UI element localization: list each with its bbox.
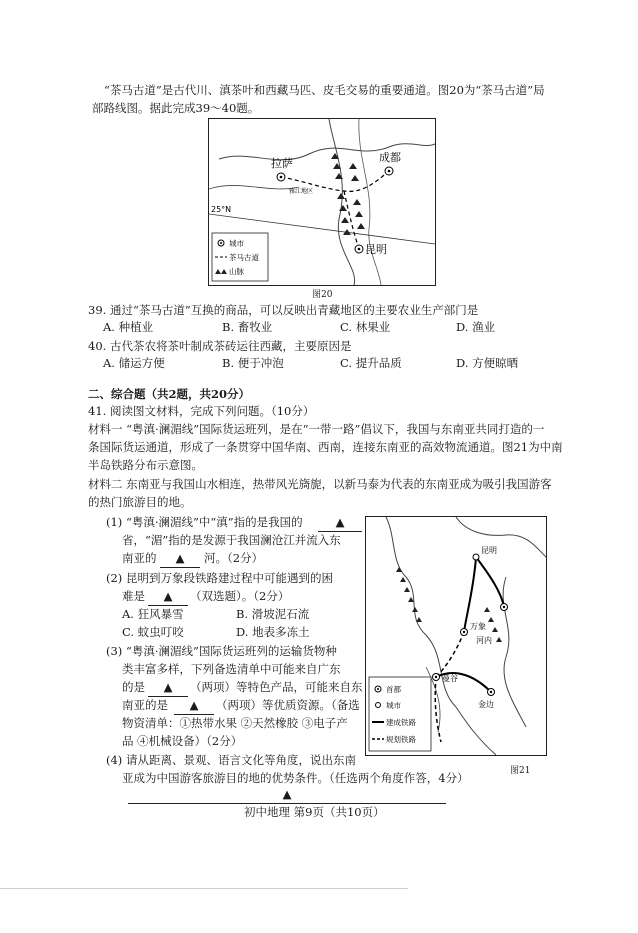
figure-21-svg	[366, 517, 546, 755]
q41-stem: 41. 阅读图文材料，完成下列问题。（10分）	[88, 404, 315, 418]
coast-line	[503, 577, 526, 727]
legend-planned-label: 规划铁路	[386, 735, 416, 744]
q40-option-d: D. 方便晾晒	[456, 356, 519, 370]
page-footer: 初中地理 第9页（共10页）	[244, 805, 385, 819]
q39-option-d: D. 渔业	[456, 320, 496, 334]
city-vientiane-label: 万象	[470, 622, 486, 631]
mountain-symbols	[396, 567, 502, 642]
part-4-line-1: (4) 请从距离、景观、语言文化等角度，说出东南	[106, 753, 356, 767]
part-2-line-2b: （双选题）。（2分）	[190, 589, 290, 603]
answer-blank[interactable]: ▲	[148, 588, 188, 606]
city-phnompenh-label: 金边	[478, 700, 494, 709]
built-railway	[464, 557, 476, 632]
mountain-symbols	[331, 153, 365, 235]
part-3-line-4b: （两项）等优质资源。（备选	[216, 698, 360, 712]
answer-line[interactable]: ▲	[128, 786, 446, 804]
q40-stem: 40. 古代茶农将茶叶制成茶砖运往西藏，主要原因是	[88, 339, 352, 353]
city-kunming-marker	[473, 554, 479, 560]
intro-line-2: 部路线图。据此完成39～40题。	[92, 101, 260, 115]
page-edge-divider	[0, 888, 408, 889]
legend-city-label: 城市	[386, 701, 401, 710]
part-2-option-b: B. 滑坡泥石流	[236, 607, 310, 621]
part-3-line-4a: 南亚的是	[122, 698, 168, 712]
answer-blank[interactable]: ▲	[318, 514, 362, 532]
part-1-line-3b: 河。（2分）	[204, 551, 264, 565]
river-line	[209, 185, 299, 189]
q39-option-c: C. 林果业	[340, 320, 391, 334]
river-line	[359, 119, 381, 285]
part-2-option-c: C. 蚊虫叮咬	[122, 625, 184, 639]
part-3-line-5: 物资清单：①热带水果 ②天然橡胶 ③电子产	[122, 716, 348, 730]
river-line	[219, 144, 435, 160]
material-1-line-3: 半岛铁路分布示意图。	[88, 458, 203, 472]
material-1-line-1: 材料一 “粤滇·澜湄线”国际货运班列，是在“一带一路”倡议下，我国与东南亚共同打造的一	[88, 422, 545, 436]
part-4-line-2: 亚成为中国游客旅游目的地的优势条件。（任选两个角度作答，4分）	[122, 771, 469, 785]
legend-built-label: 建成铁路	[386, 718, 416, 727]
figure-20-caption: 图20	[312, 290, 333, 300]
material-2-line-1: 材料二 东南亚与我国山水相连，热带风光旖旎，以新马泰为代表的东南亚成为吸引我国游客	[88, 477, 552, 491]
figure-21-map	[365, 516, 547, 756]
q39-stem: 39. 通过“茶马古道”互换的商品，可以反映出青藏地区的主要农业生产部门是	[88, 303, 479, 317]
part-1-line-3a: 南亚的	[122, 551, 157, 565]
small-region-label: 雅江地区	[289, 188, 314, 195]
city-kunming-label: 昆明	[481, 546, 497, 555]
part-3-line-3b: （两项）等特色产品，可能来自东	[190, 680, 363, 694]
q39-option-a: A. 种植业	[103, 320, 154, 334]
section-2-title: 二、综合题（共2题，共20分）	[88, 387, 251, 401]
legend-city-label: 城市	[229, 239, 244, 248]
part-2-line-2a: 难是	[122, 589, 145, 603]
border-line	[456, 517, 546, 557]
part-2-line-1: (2) 昆明到万象段铁路建过程中可能遇到的困	[106, 571, 333, 585]
material-2-line-2: 的热门旅游目的地。	[88, 495, 192, 509]
q39-option-b: B. 畜牧业	[222, 320, 273, 334]
q40-option-a: A. 储运方便	[103, 356, 165, 370]
part-3-line-2: 类丰富多样，下列备选清单中可能来自广东	[122, 662, 341, 676]
material-1-line-2: 条国际货运通道，形成了一条贯穿中国华南、西南，连接东南亚的高效物流通道。图21为中南	[88, 440, 563, 454]
answer-blank[interactable]: ▲	[148, 679, 188, 697]
latitude-label: 25°N	[211, 205, 232, 214]
part-3-line-3a: 的是	[122, 680, 145, 694]
q40-option-c: C. 提升品质	[340, 356, 402, 370]
city-chengdu-label: 成都	[379, 151, 401, 164]
city-kunming-label: 昆明	[365, 243, 387, 256]
figure-20-svg	[209, 119, 435, 285]
part-3-line-1: (3) “粤滇·澜湄线”国际货运班列的运输货物种	[106, 644, 337, 658]
city-lhasa-label: 拉萨	[271, 157, 293, 170]
part-1-line-2: 省，“湄”指的是发源于我国澜沧江并流入东	[122, 533, 341, 547]
legend-route-label: 茶马古道	[229, 253, 259, 262]
figure-21-caption: 图21	[510, 766, 531, 776]
q40-option-b: B. 便于冲泡	[222, 356, 284, 370]
answer-blank[interactable]: ▲	[160, 550, 200, 568]
intro-line-1: “茶马古道”是古代川、滇茶叶和西藏马匹、皮毛交易的重要通道。图20为“茶马古道”局	[104, 83, 545, 97]
city-bangkok-label: 曼谷	[442, 674, 458, 683]
legend-city-icon	[376, 703, 381, 708]
city-hanoi-label: 河内	[476, 636, 492, 645]
part-3-line-6: 品 ④机械设备）（2分）	[122, 734, 243, 748]
river-line	[329, 119, 355, 285]
legend-mountain-label: 山脉	[229, 267, 244, 276]
legend-capital-label: 首都	[386, 685, 401, 694]
part-2-option-d: D. 地表多冻土	[236, 625, 310, 639]
part-2-option-a: A. 狂风暴雪	[122, 607, 184, 621]
part-1-line-1: (1) “粤滇·澜湄线”中“滇”指的是我国的	[106, 515, 303, 529]
answer-blank[interactable]: ▲	[174, 697, 214, 715]
built-railway	[476, 557, 504, 607]
figure-20-map	[208, 118, 436, 286]
